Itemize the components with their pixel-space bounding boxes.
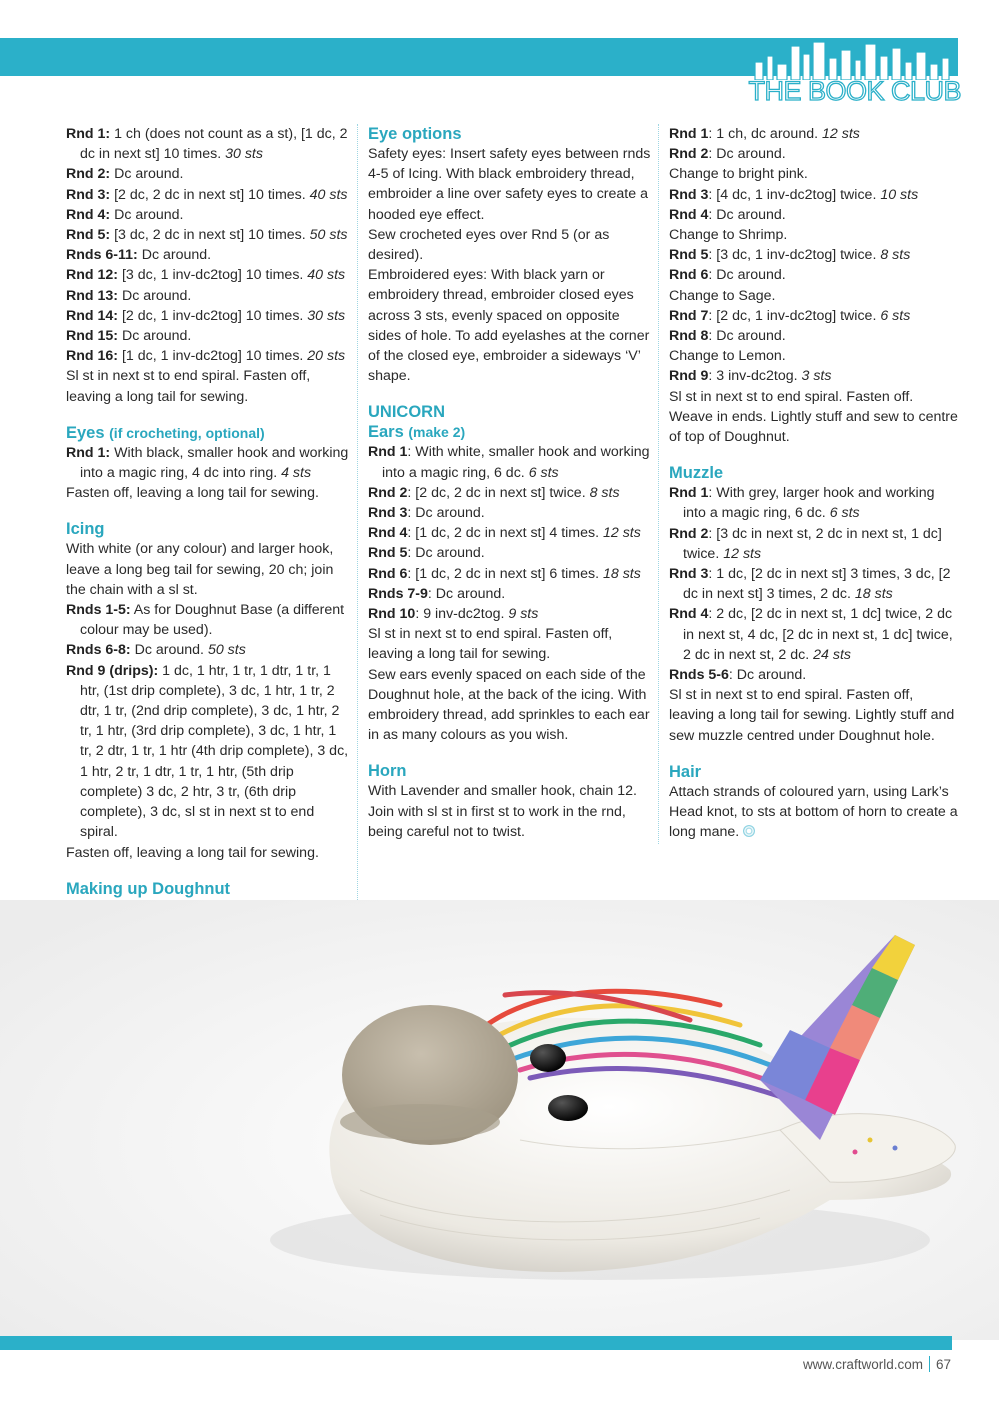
pattern-note: Fasten off, leaving a long tail for sewing. [66,844,319,861]
unicorn-doughnut-photo [0,900,999,1340]
footer-separator [929,1356,930,1372]
column-middle [368,124,652,842]
pattern-round: Rnd 15: Dc around. [66,328,192,345]
pattern-round: Rnd 16: [1 dc, 1 inv-dc2tog] 10 times. 20 sts [66,348,346,365]
pattern-round: Rnd 7: [2 dc, 1 inv-dc2tog] twice. 6 sts [669,307,911,324]
brand-title: THE BOOK CLUB [748,76,961,106]
pattern-round: Rnd 13: Dc around. [66,287,192,304]
page-footer [803,1356,951,1372]
pattern-round: Rnd 4: 2 dc, [2 dc in next st, 1 dc] twice, 2 dc in next st, 4 dc, [2 dc in next st, 1 dc] twice, 2 dc in next st, 2 dc. 24 sts [669,606,953,663]
pattern-note: Sl st in next st to end spiral. Fasten off, leaving a long tail for sewing. Lightly stuff and sew muzzle centred under Doughnut hole. [669,687,955,744]
pattern-note: Sew crocheted eyes over Rnd 5 (or as desired). [368,226,610,264]
section-heading-unicorn: UNICORN [368,403,445,422]
pattern-round: Rnd 2: [2 dc, 2 dc in next st] twice. 8 sts [368,484,620,501]
pattern-round: Rnd 2: Dc around. [669,146,786,163]
pattern-round: Rnd 1: With grey, larger hook and working into a magic ring, 6 dc. 6 sts [669,485,935,522]
pattern-round: Rnd 1: 1 ch (does not count as a st), [1 dc, 2 dc in next st] 10 times. 30 sts [66,126,348,163]
page-number: 67 [935,1357,951,1372]
column-right [669,124,959,843]
pattern-round: Rnd 9: 3 inv-dc2tog. 3 sts [669,368,832,385]
pattern-round: Rnd 6: [1 dc, 2 dc in next st] 6 times. 18 sts [368,565,641,582]
pattern-note: Change to Sage. [669,287,776,304]
pattern-round: Rnd 14: [2 dc, 1 inv-dc2tog] 10 times. 30 sts [66,307,346,324]
pattern-round: Rnd 4: Dc around. [66,206,184,223]
pattern-note: Attach strands of coloured yarn, using Lark’s Head knot, to sts at bottom of horn to create a long mane. [669,783,958,841]
pattern-round: Rnd 5: [3 dc, 2 dc in next st] 10 times. 50 sts [66,227,348,244]
pattern-round: Rnd 10: 9 inv-dc2tog. 9 sts [368,606,539,623]
pattern-round: Rnds 6-8: Dc around. 50 sts [66,642,246,659]
pattern-round: Rnd 5: Dc around. [368,545,485,562]
pattern-round: Rnds 1-5: As for Doughnut Base (a different colour may be used). [66,602,345,639]
pattern-note: Sew ears evenly spaced on each side of the Doughnut hole, at the back of the icing. With embroidery thread, add sprinkles to each ear in as many colours as you wish. [368,666,650,744]
pattern-round: Rnd 4: Dc around. [669,206,786,223]
pattern-round: Rnd 1: 1 ch, dc around. 12 sts [669,126,860,142]
pattern-note: Embroidered eyes: With black yarn or embroidery thread, embroider closed eyes across 3 sts, evenly spaced on opposite sides of hole. To add eyelashes at the corner of the closed eye, embroider a sideways ‘V’ shape. [368,267,650,385]
section-heading-horn: Horn [368,762,407,781]
section-heading-ears: Ears (make 2) [368,423,466,442]
pattern-round: Rnds 6-11: Dc around. [66,247,212,264]
pattern-round: Rnd 1: With black, smaller hook and working into a magic ring, 4 dc into ring. 4 sts [66,444,349,482]
section-heading-muzzle: Muzzle [669,464,724,483]
pattern-round: Rnd 5: [3 dc, 1 inv-dc2tog] twice. 8 sts [669,247,911,264]
pattern-round: Rnd 12: [3 dc, 1 inv-dc2tog] 10 times. 40 sts [66,267,346,284]
end-of-article-icon [743,825,755,837]
brand-logo [741,40,961,104]
pattern-round: Rnd 3: [2 dc, 2 dc in next st] 10 times. 40 sts [66,186,348,203]
pattern-note: Safety eyes: Insert safety eyes between rnds 4-5 of Icing. With black embroidery thread, embroider a line over safety eyes to create a hooded eye effect. [368,146,651,223]
website-link[interactable]: www.craftworld.com [802,1357,923,1372]
pattern-round: Rnd 2: [3 dc in next st, 2 dc in next st, 1 dc] twice. 12 sts [669,525,942,562]
pattern-round: Rnd 9 (drips): 1 dc, 1 htr, 1 tr, 1 dtr, 1 tr, 1 htr, (1st drip complete), 3 dc, 1 htr, 1 tr, 2 dtr, 1 tr, (2nd drip complete), 3 dc, 1 htr, 2 tr, 1 htr, (3rd drip complete), 3 dc, 1 htr, 1 tr, 2 dtr, 1 tr, 1 htr (4th drip complete), 3 dc, 1 htr, 2 tr, 1 dtr, 1 tr, 1 htr, (5th drip complete) 3 dc, 2 htr, 3 tr, (6th drip complete), 3 dc, sl st in next st to end spiral. [66,662,349,841]
pattern-note: Fasten off, leaving a long tail for sewing. [66,485,319,502]
pattern-round: Rnds 7-9: Dc around. [368,585,506,602]
pattern-round: Rnd 4: [1 dc, 2 dc in next st] 4 times. 12 sts [368,525,641,542]
section-heading-eyes: Eyes (if crocheting, optional) [66,423,265,442]
pattern-note: Change to Lemon. [669,348,786,365]
pattern-note: With Lavender and smaller hook, chain 12. Join with sl st in first st to work in the rnd, being careful not to twist. [368,783,637,840]
pattern-note: With white (or any colour) and larger hook, leave a long beg tail for sewing, 20 ch; join the chain with a sl st. [66,541,334,598]
pattern-round: Rnd 3: 1 dc, [2 dc in next st] 3 times, 3 dc, [2 dc in next st] 3 times, 2 dc. 18 sts [669,566,951,603]
pattern-note: Sl st in next st to end spiral. Fasten off, leaving a long tail for sewing. [368,626,613,663]
pattern-round: Rnd 1: With white, smaller hook and working into a magic ring, 6 dc. 6 sts [368,444,650,481]
section-heading-making-up: Making up Doughnut [66,879,231,898]
pattern-note: Change to Shrimp. [669,227,788,244]
pattern-round: Rnd 3: Dc around. [368,505,485,522]
pattern-note: Sl st in next st to end spiral. Fasten off, leaving a long tail for sewing. [66,368,311,405]
column-divider [357,124,358,984]
pattern-round: Rnd 6: Dc around. [669,267,786,284]
pattern-note: Change to bright pink. [669,166,808,183]
pattern-round: Rnd 2: Dc around. [66,166,184,183]
column-divider [658,124,659,844]
section-heading-eye-options: Eye options [368,125,462,143]
city-skyline-icon [741,40,961,80]
pattern-note: Sl st in next st to end spiral. Fasten off. Weave in ends. Lightly stuff and sew to centre of top of Doughnut. [669,388,958,446]
footer-bar [0,1336,952,1350]
section-heading-icing: Icing [66,520,105,539]
pattern-round: Rnd 3: [4 dc, 1 inv-dc2tog] twice. 10 sts [669,186,919,203]
section-heading-hair: Hair [669,762,702,781]
pattern-round: Rnds 5-6: Dc around. [669,667,807,684]
pattern-round: Rnd 8: Dc around. [669,328,786,345]
